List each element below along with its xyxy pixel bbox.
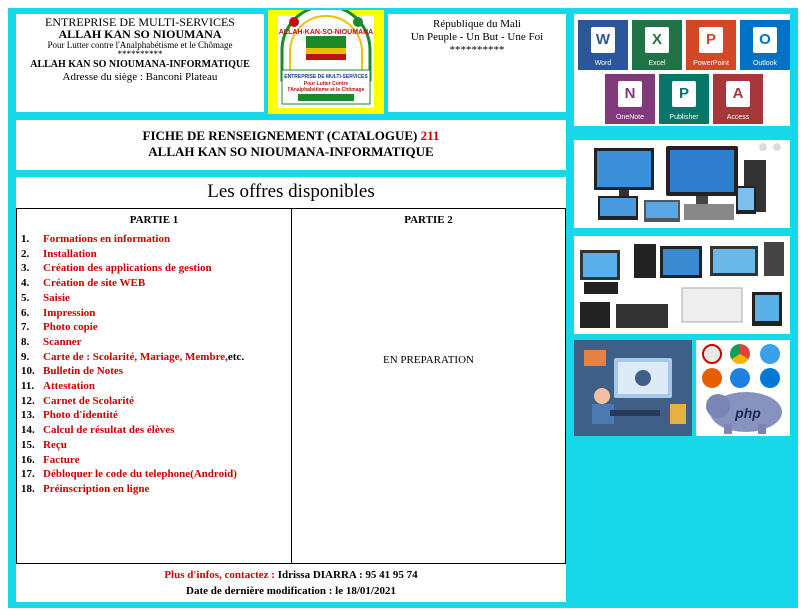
offers-panel bbox=[16, 177, 566, 602]
office-tile bbox=[632, 20, 682, 70]
offer-number: 6. bbox=[21, 306, 30, 319]
office-tile-label: Word bbox=[594, 60, 612, 67]
offer-item bbox=[21, 482, 291, 497]
part2-column bbox=[292, 209, 565, 563]
onenote-icon: N bbox=[618, 81, 642, 107]
offers-table bbox=[16, 208, 566, 564]
offer-number: 8. bbox=[21, 335, 30, 348]
offer-label: Débloquer le code du telephone(Android) bbox=[43, 468, 237, 481]
offer-number: 18. bbox=[21, 482, 35, 495]
office-tile bbox=[578, 20, 628, 70]
logo-graphic bbox=[268, 10, 384, 114]
part1-heading: PARTIE 1 bbox=[129, 214, 179, 226]
offer-label: Reçu bbox=[43, 438, 67, 451]
office-tile bbox=[686, 20, 736, 70]
publisher-icon: P bbox=[672, 81, 696, 107]
web-tech-image bbox=[696, 340, 790, 436]
offer-item bbox=[21, 408, 291, 423]
company-type: ENTREPRISE DE MULTI-SERVICES bbox=[45, 15, 235, 29]
offer-item bbox=[21, 306, 291, 321]
offer-item bbox=[21, 232, 291, 247]
offer-label: Carte de : Scolarité, Mariage, Membre, bbox=[43, 350, 228, 363]
office-tile-label: OneNote bbox=[615, 114, 645, 121]
contact-label: Plus d'infos, contactez : bbox=[164, 569, 275, 581]
offer-number: 7. bbox=[21, 321, 30, 334]
catalogue-number: 211 bbox=[420, 128, 440, 143]
part1-column bbox=[17, 209, 292, 563]
excel-icon: X bbox=[645, 27, 669, 53]
company-mission: Pour Lutter contre l'Analphabétisme et le Chômage bbox=[47, 40, 233, 50]
title-line1: FICHE DE RENSEIGNEMENT (CATALOGUE) bbox=[142, 128, 418, 143]
powerpoint-icon: P bbox=[699, 27, 723, 53]
office-tile-label: Publisher bbox=[669, 114, 699, 121]
office-tile-label: Excel bbox=[648, 60, 666, 67]
office-tile-label: Outlook bbox=[752, 60, 778, 67]
offer-number: 1. bbox=[21, 233, 30, 245]
developer-graphic bbox=[574, 340, 692, 436]
offer-item bbox=[21, 335, 291, 350]
access-icon: A bbox=[726, 81, 750, 107]
outlook-icon: O bbox=[753, 27, 777, 53]
title-line2: ALLAH KAN SO NIOUMANA-INFORMATIQUE bbox=[148, 144, 434, 159]
offer-label: Facture bbox=[43, 453, 80, 466]
pos-graphic bbox=[574, 236, 790, 334]
offer-label: Formations en information bbox=[43, 233, 171, 245]
office-apps-image bbox=[574, 14, 790, 126]
company-division: ALLAH KAN SO NIOUMANA-INFORMATIQUE bbox=[30, 59, 250, 70]
part2-status: EN PREPARATION bbox=[383, 354, 474, 366]
logo-arc-text: ALLAH-KAN-SO-NIOUMANA bbox=[278, 29, 374, 36]
offer-number: 5. bbox=[21, 291, 30, 304]
offer-number: 16. bbox=[21, 453, 35, 466]
logo-mission-l1: Pour Lutter Contre bbox=[303, 81, 349, 87]
offer-number: 10. bbox=[21, 365, 35, 378]
offer-number: 17. bbox=[21, 468, 35, 481]
stars-divider: ********** bbox=[117, 49, 163, 59]
offer-number: 14. bbox=[21, 424, 35, 437]
offer-number: 2. bbox=[21, 247, 30, 260]
stars-divider: ********** bbox=[449, 44, 505, 56]
logo-company-type: ENTREPRISE DE MULTI-SERVICES bbox=[284, 74, 368, 80]
offer-item bbox=[21, 364, 291, 379]
offer-label: Création de site WEB bbox=[43, 277, 146, 290]
offer-item bbox=[21, 423, 291, 438]
offer-label: Calcul de résultat des élèves bbox=[43, 424, 175, 437]
office-tile-label: Access bbox=[726, 114, 750, 121]
offer-number: 13. bbox=[21, 409, 35, 422]
offer-label: Création des applications de gestion bbox=[43, 262, 212, 275]
offer-item bbox=[21, 453, 291, 468]
word-icon: W bbox=[591, 27, 615, 53]
offer-number: 3. bbox=[21, 262, 30, 275]
offer-label: Scanner bbox=[43, 335, 82, 348]
svg-text:php: php bbox=[735, 405, 761, 421]
offer-label: Photo d'identité bbox=[43, 409, 118, 422]
offer-item bbox=[21, 320, 291, 335]
computers-graphic bbox=[574, 140, 790, 228]
company-header bbox=[16, 14, 264, 112]
computers-image bbox=[574, 140, 790, 228]
office-tile bbox=[659, 74, 709, 124]
offer-item bbox=[21, 394, 291, 409]
logo-mission-l2: l'Analphabétisme et le Chômage bbox=[287, 87, 365, 93]
offer-number: 11. bbox=[21, 380, 35, 393]
part2-heading: PARTIE 2 bbox=[404, 214, 453, 226]
company-name: ALLAH KAN SO NIOUMANA bbox=[58, 27, 222, 41]
offer-item bbox=[21, 350, 291, 365]
office-tile bbox=[605, 74, 655, 124]
offer-item bbox=[21, 291, 291, 306]
offers-list bbox=[17, 232, 291, 497]
offer-label: Saisie bbox=[43, 291, 70, 304]
offer-label: Préinscription en ligne bbox=[43, 482, 150, 495]
offer-number: 12. bbox=[21, 394, 35, 407]
offer-label: Impression bbox=[43, 306, 96, 319]
pos-devices-image bbox=[574, 236, 790, 334]
php-elephant-icon bbox=[696, 340, 790, 436]
company-logo bbox=[268, 10, 384, 114]
country-name: République du Mali bbox=[433, 18, 521, 30]
last-modified: Date de dernière modification : le 18/01/2021 bbox=[186, 585, 396, 597]
offer-number: 9. bbox=[21, 350, 30, 363]
office-tile bbox=[713, 74, 763, 124]
offer-label: Attestation bbox=[43, 380, 95, 393]
developer-illustration bbox=[574, 340, 692, 436]
offer-item bbox=[21, 467, 291, 482]
contact-line bbox=[16, 569, 566, 581]
offer-label: Photo copie bbox=[43, 321, 98, 334]
office-tile-label: PowerPoint bbox=[693, 60, 729, 67]
catalogue-title bbox=[16, 120, 566, 170]
offer-label: Installation bbox=[43, 247, 97, 260]
office-tile bbox=[740, 20, 790, 70]
offer-label: Carnet de Scolarité bbox=[43, 394, 135, 407]
offer-number: 4. bbox=[21, 277, 30, 290]
country-motto: Un Peuple - Un But - Une Foi bbox=[410, 31, 544, 43]
offer-item bbox=[21, 261, 291, 276]
offer-item bbox=[21, 276, 291, 291]
contact-name-phone: Idrissa DIARRA : 95 41 95 74 bbox=[274, 569, 418, 581]
offer-number: 15. bbox=[21, 438, 35, 451]
offer-item bbox=[21, 379, 291, 394]
offer-item bbox=[21, 247, 291, 262]
offer-item bbox=[21, 438, 291, 453]
company-address: Adresse du siège : Banconi Plateau bbox=[62, 71, 218, 83]
offer-extra: etc. bbox=[227, 350, 245, 363]
offer-label: Bulletin de Notes bbox=[43, 365, 124, 378]
country-header bbox=[388, 14, 566, 112]
offers-title: Les offres disponibles bbox=[207, 181, 375, 202]
